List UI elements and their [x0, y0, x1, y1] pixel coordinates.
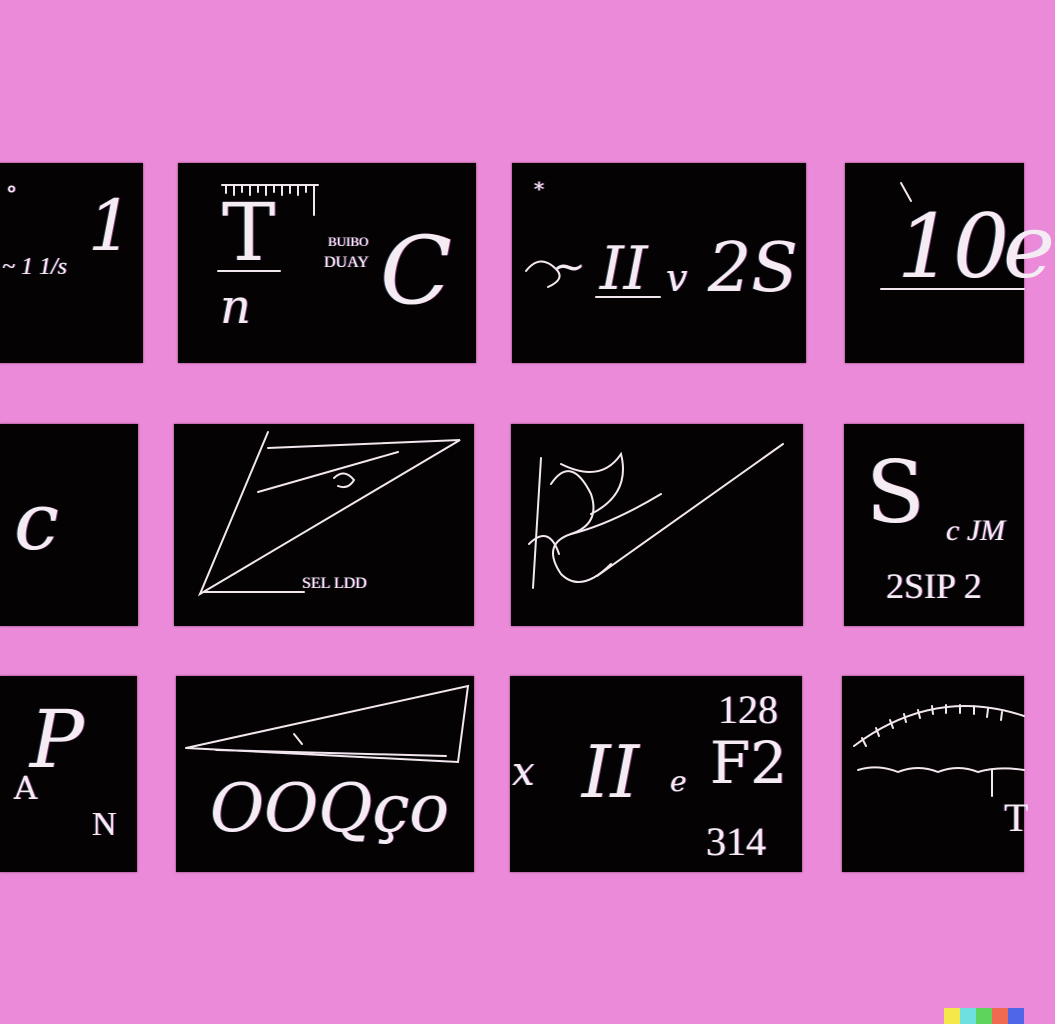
glyph-t: T: [1004, 795, 1029, 840]
tile-8: [844, 424, 1024, 626]
glyph-f2: F2: [710, 729, 788, 797]
glyph-s: S: [866, 443, 925, 543]
glyph-number-top: 128: [718, 687, 778, 732]
glyph-c: C: [380, 217, 452, 326]
tile-3: [512, 163, 806, 363]
protractor-diagram: [842, 676, 1024, 872]
glyph-tilde: ~: [552, 244, 586, 290]
watermark-swatch: [976, 1008, 992, 1024]
watermark-swatch: [944, 1008, 960, 1024]
glyph-t: T: [222, 186, 276, 279]
tile-2: [178, 163, 476, 363]
glyph-x: x: [512, 749, 535, 795]
glyph-n: n: [220, 279, 251, 335]
glyph-small: ~ 1 1/s: [2, 254, 67, 280]
glyph-cut: e: [1003, 195, 1055, 298]
watermark-swatch: [960, 1008, 976, 1024]
label-top: BUIBO: [328, 234, 369, 249]
tile-11: [510, 676, 802, 872]
glyph-pi: II: [582, 730, 639, 814]
glyph-v: v: [666, 256, 688, 300]
tile-12: [842, 676, 1029, 872]
glyph-row: OOQço: [210, 770, 450, 847]
glyph-pi: II: [600, 234, 648, 304]
tile-6: [174, 424, 474, 626]
glyph-c: c: [14, 475, 59, 568]
glyph-small: c JM: [946, 514, 1006, 547]
glyph-number-bottom: 314: [706, 819, 766, 864]
tile-4: [845, 163, 1055, 363]
tile-7: [511, 424, 803, 626]
watermark-swatch: [992, 1008, 1008, 1024]
watermark-strip: [944, 1008, 1024, 1024]
tile-5: [0, 424, 138, 626]
glyph-2s: 2S: [708, 229, 798, 308]
watermark-swatch: [1008, 1008, 1024, 1024]
scribble-diagram: [511, 424, 803, 626]
glyph-one: 1: [88, 185, 133, 267]
tile-1: [0, 163, 143, 363]
glyph-row: 2SIP 2: [886, 566, 982, 606]
glyph-dot: °: [6, 183, 17, 208]
glyph-e: e: [670, 765, 687, 798]
diagram-caption: SEL LDD: [302, 575, 367, 592]
triangle-diagram: [174, 424, 474, 626]
glyph-dot: *: [534, 177, 544, 201]
tile-10: [176, 676, 474, 872]
glyph-p: P: [30, 693, 84, 786]
glyph-ten: 10: [897, 195, 1009, 298]
glyph-a: A: [14, 769, 38, 807]
tile-9: [0, 676, 137, 872]
glyph-n: N: [92, 806, 117, 843]
label-bottom: DUAY: [324, 254, 369, 271]
